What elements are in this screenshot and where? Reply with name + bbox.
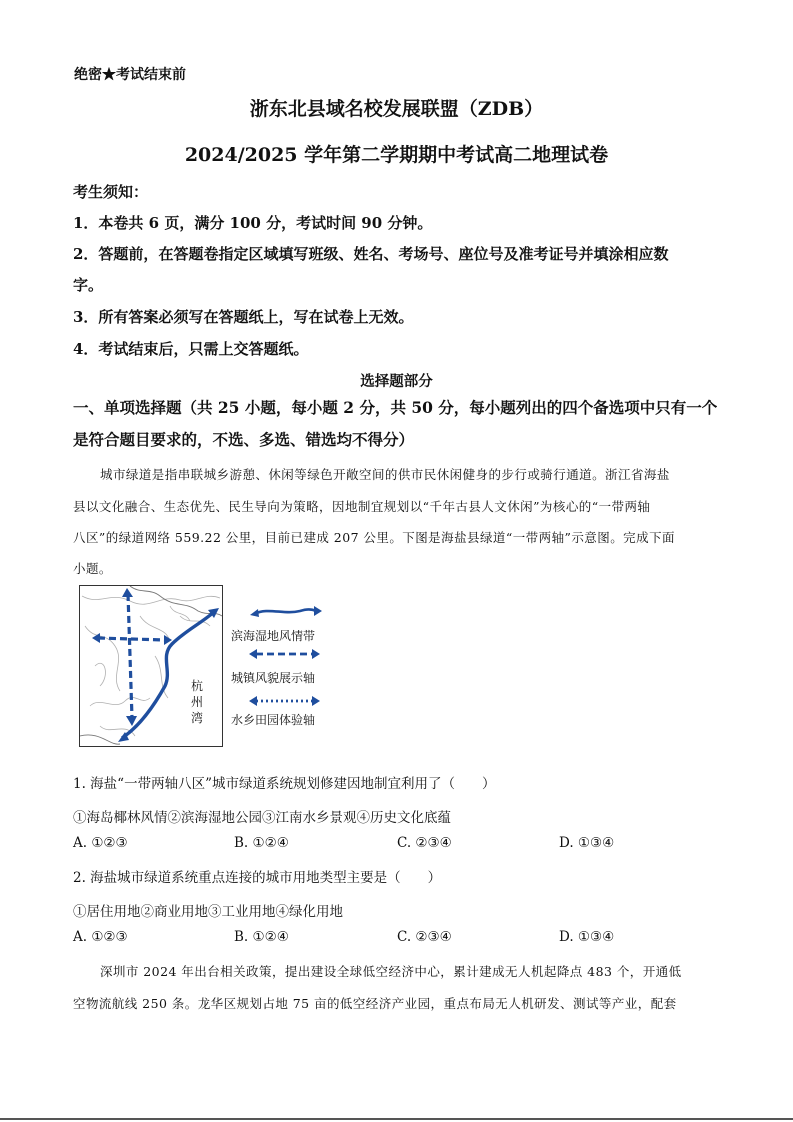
legend-coastal-label: 滨海湿地风情带: [231, 629, 316, 643]
map-rural-axis: [128, 594, 132, 718]
legend-town-symbol: [246, 645, 326, 661]
map-rural-axis-arrow-top: [122, 588, 133, 597]
passage1-line4: 小题。: [73, 561, 112, 576]
bay-label-char-1: 杭: [191, 679, 204, 693]
confidential-label: 绝密★考试结束前: [74, 67, 186, 83]
notice-item-3: 3．所有答案必须写在答题纸上，写在试卷上无效。: [73, 308, 414, 326]
exam-title-line1: 浙东北县域名校发展联盟（ZDB）: [249, 98, 544, 120]
question-1-option-b[interactable]: B. ①②④: [234, 835, 289, 851]
question-1-statements: ①海岛椰林风情②滨海湿地公园③江南水乡景观④历史文化底蕴: [73, 810, 451, 826]
question-1-option-c[interactable]: C. ②③④: [397, 835, 452, 851]
bay-label: [191, 678, 203, 726]
question-2-option-a[interactable]: A. ①②③: [73, 929, 128, 945]
notice-item-2: 2．答题前，在答题卷指定区域填写班级、姓名、考场号、座位号及准考证号并填涂相应数: [73, 245, 669, 263]
exam-title-line2: 2024/2025 学年第二学期期中考试高二地理试卷: [184, 144, 609, 166]
part1-instructions-line1: 一、单项选择题（共 25 小题，每小题 2 分，共 50 分，每小题列出的四个备选项中只有一个: [73, 398, 718, 417]
legend-coastal-symbol: [246, 603, 326, 619]
greenway-map: [79, 585, 223, 747]
passage1-line3: 八区”的绿道网络 559.22 公里，目前已建成 207 公里。下图是海盐县绿道“一带两轴”示意图。完成下面: [73, 530, 675, 545]
notice-item-4: 4．考试结束后，只需上交答题纸。: [73, 340, 309, 358]
section-title: 选择题部分: [360, 373, 433, 390]
notice-item-1: 1．本卷共 6 页，满分 100 分，考试时间 90 分钟。: [73, 214, 433, 232]
legend-rural-label: 水乡田园体验轴: [231, 713, 316, 727]
page-bottom-rule: [0, 1118, 793, 1120]
notice-heading: 考生须知：: [73, 183, 149, 201]
question-2-option-d[interactable]: D. ①③④: [559, 929, 615, 945]
question-1-stem: 1. 海盐“一带两轴八区”城市绿道系统规划修建因地制宜利用了（ ）: [73, 776, 496, 792]
question-1-option-d[interactable]: D. ①③④: [559, 835, 615, 851]
legend-town-label: 城镇风貌展示轴: [231, 671, 316, 685]
passage2-line1: 深圳市 2024 年出台相关政策，提出建设全球低空经济中心，累计建成无人机起降点 483 个，开通低: [100, 964, 682, 979]
question-2-stem: 2. 海盐城市绿道系统重点连接的城市用地类型主要是（ ）: [73, 870, 442, 886]
passage2-line2: 空物流航线 250 条。龙华区规划占地 75 亩的低空经济产业园，重点布局无人机研发、测试等产业，配套: [73, 996, 677, 1011]
bay-label-char-2: 州: [191, 695, 204, 709]
bay-label-char-3: 湾: [191, 711, 204, 725]
map-rural-axis-arrow-bottom: [126, 716, 137, 726]
passage1-line2: 县以文化融合、生态优先、民生导向为策略，因地制宜规划以“千年古县人文休闲”为核心的“一带两轴: [73, 499, 651, 514]
question-1-option-a[interactable]: A. ①②③: [73, 835, 128, 851]
question-2-option-b[interactable]: B. ①②④: [234, 929, 289, 945]
passage1-line1: 城市绿道是指串联城乡游憩、休闲等绿色开敞空间的供市民休闲健身的步行或骑行通道。浙江省海盐: [100, 467, 670, 482]
legend-rural-symbol: [246, 693, 326, 709]
question-2-option-c[interactable]: C. ②③④: [397, 929, 452, 945]
question-2-statements: ①居住用地②商业用地③工业用地④绿化用地: [73, 904, 343, 920]
part1-instructions-line2: 是符合题目要求的，不选、多选、错选均不得分）: [73, 430, 415, 449]
notice-item-2-cont: 字。: [73, 276, 104, 294]
